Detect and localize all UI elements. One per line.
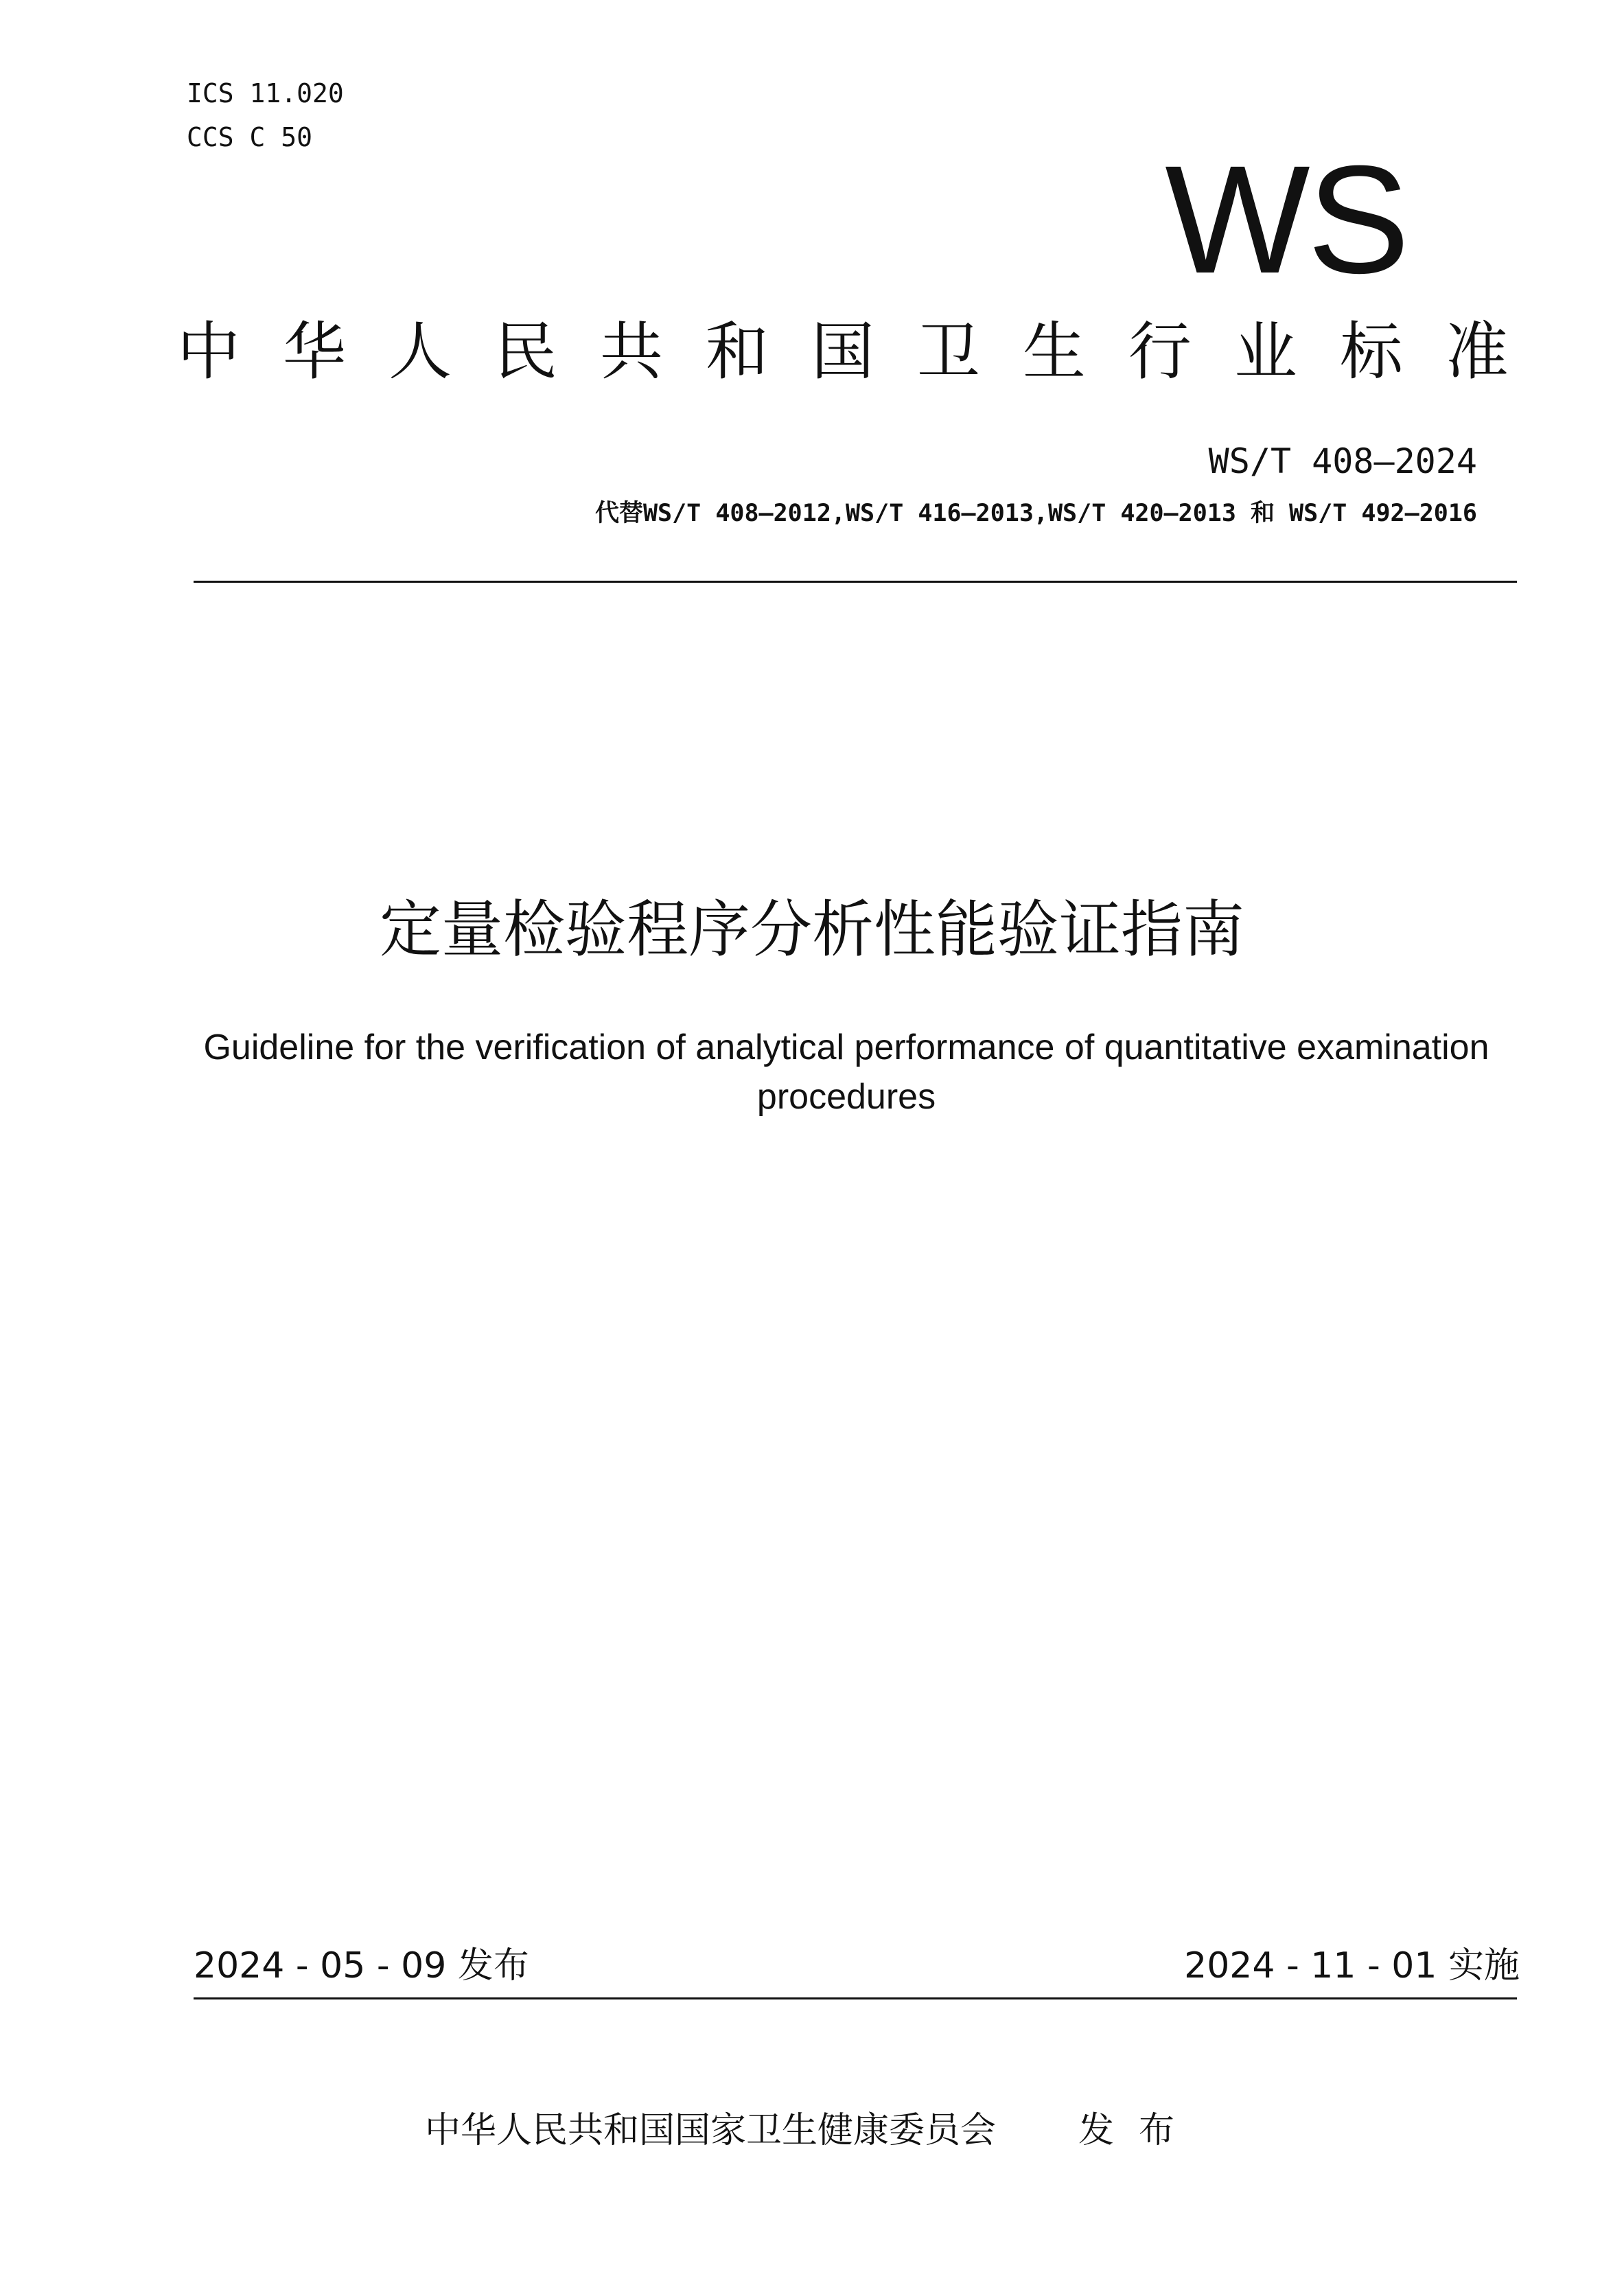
issuer-name: 中华人民共和国国家卫生健康委员会 [424,2110,996,2151]
standard-type-char: 华 [282,315,346,389]
ccs-code: CCS C 50 [187,122,313,152]
standard-type-char: 民 [494,315,557,389]
standard-type-char: 行 [1128,315,1192,389]
bottom-divider [194,1997,1517,1999]
issuer-label: 发布 [1078,2110,1200,2151]
document-title-en: Guideline for the verification of analytical performance of quantitative examination procedures [203,1028,1489,1117]
top-divider [194,581,1517,583]
document-title-zh: 定量检验程序分析性能验证指南 [380,894,1244,966]
standard-type-title [177,314,1509,390]
standard-type-char: 生 [1022,315,1086,389]
standard-type-char: 准 [1445,315,1509,389]
ics-code: ICS 11.020 [187,78,344,108]
issuer-line [0,2109,1624,2153]
replaced-standards: 代替WS/T 408—2012,WS/T 416—2013,WS/T 420—2013 和 WS/T 492—2016 [594,500,1477,527]
standard-type-char: 和 [705,315,769,389]
standard-type-char: 国 [811,315,874,389]
standard-type-char: 标 [1339,315,1403,389]
standard-type-char: 卫 [916,315,980,389]
ws-logo: WS [1165,134,1407,305]
issue-date: 2024 - 05 - 09 发布 [194,1945,529,1986]
standard-type-char: 人 [388,315,452,389]
standard-type-char: 业 [1233,315,1297,389]
standard-number: WS/T 408—2024 [1208,441,1477,481]
standard-type-char: 共 [599,315,663,389]
standard-type-char: 中 [177,315,241,389]
effective-date: 2024 - 11 - 01 实施 [1184,1945,1520,1986]
